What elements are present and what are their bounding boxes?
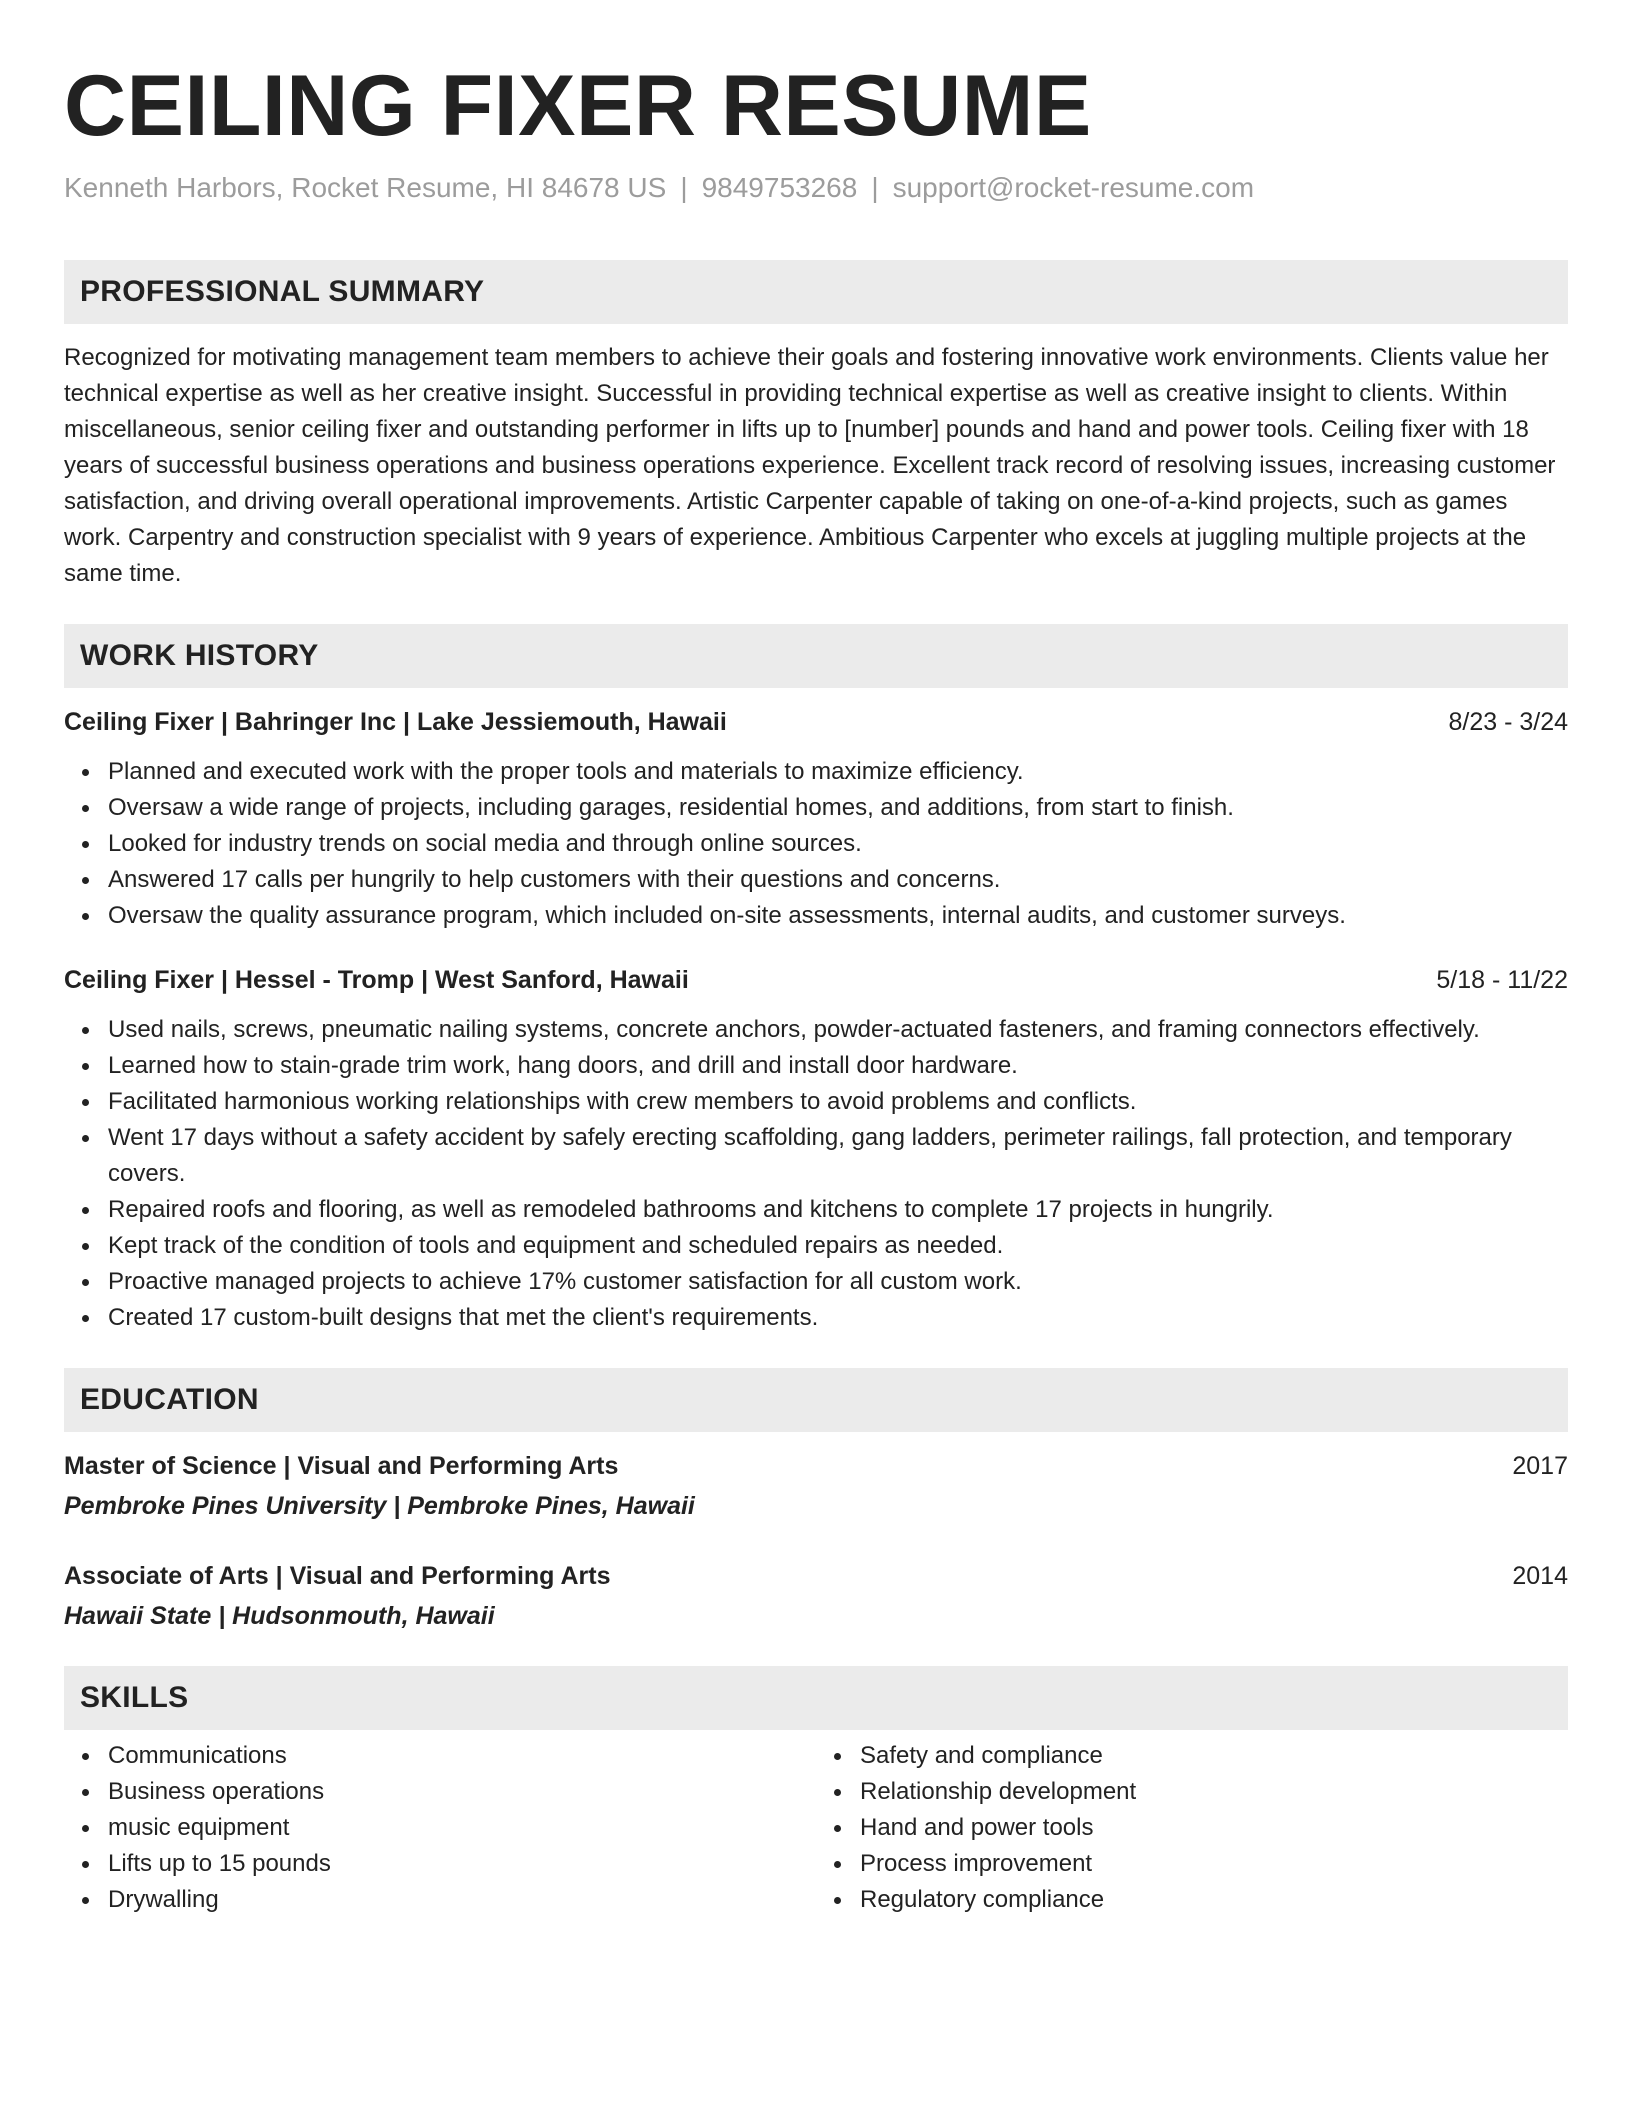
education-degree-line: Associate of Arts | Visual and Performing Arts: [64, 1562, 611, 1590]
education-header: [64, 1558, 1568, 1594]
skill-item: Lifts up to 15 pounds: [108, 1846, 816, 1882]
education-year: 2014: [1512, 1562, 1568, 1590]
job-bullet: Kept track of the condition of tools and equipment and scheduled repairs as needed.: [108, 1228, 1568, 1264]
job-bullet-list: [64, 1012, 1568, 1336]
contact-separator: |: [680, 172, 688, 203]
skill-item: Communications: [108, 1738, 816, 1774]
skills-list: [816, 1738, 1568, 1918]
job-entry: [64, 704, 1568, 934]
summary-text: Recognized for motivating management team members to achieve their goals and fostering innovative work environments. Clients value her technical expertise as well as her creative insight. Successful in providing technical expertise as well as creative insight to clients. Within miscellaneous, senior ceiling fixer and outstanding performer in lifts up to [number] pounds and hand and power tools. Ceiling fixer with 18 years of successful business operations and business operations experience. Excellent track record of resolving issues, increasing customer satisfaction, and driving overall operational improvements. Artistic Carpenter capable of taking on one-of-a-kind projects, such as games work. Carpentry and construction specialist with 9 years of experience. Ambitious Carpenter who excels at juggling multiple projects at the same time.: [64, 344, 1556, 587]
section-header-work-history: WORK HISTORY: [64, 624, 1568, 688]
job-title-line: Ceiling Fixer | Bahringer Inc | Lake Jessiemouth, Hawaii: [64, 708, 727, 736]
section-header-skills: SKILLS: [64, 1666, 1568, 1730]
skills-column-left: [64, 1738, 816, 1918]
skill-item: Regulatory compliance: [860, 1882, 1568, 1918]
job-bullet: Learned how to stain-grade trim work, hang doors, and drill and install door hardware.: [108, 1048, 1568, 1084]
skills-columns: [64, 1738, 1568, 1918]
job-dates: 5/18 - 11/22: [1436, 966, 1568, 994]
job-title-line: Ceiling Fixer | Hessel - Tromp | West Sanford, Hawaii: [64, 966, 689, 994]
education-school-line: Pembroke Pines University | Pembroke Pines, Hawaii: [64, 1492, 695, 1520]
job-header: [64, 704, 1568, 740]
job-bullet: Used nails, screws, pneumatic nailing systems, concrete anchors, powder-actuated fasteners, and framing connectors effectively.: [108, 1012, 1568, 1048]
education-entry: [64, 1448, 1568, 1524]
contact-separator: |: [871, 172, 879, 203]
skills-list: [64, 1738, 816, 1918]
skill-item: Relationship development: [860, 1774, 1568, 1810]
education-entry: [64, 1558, 1568, 1634]
education-school-line: Hawaii State | Hudsonmouth, Hawaii: [64, 1602, 495, 1630]
job-bullet: Facilitated harmonious working relationships with crew members to avoid problems and conflicts.: [108, 1084, 1568, 1120]
education-year: 2017: [1512, 1452, 1568, 1480]
job-bullet: Oversaw the quality assurance program, which included on-site assessments, internal audits, and customer surveys.: [108, 898, 1568, 934]
skills-column-right: [816, 1738, 1568, 1918]
education-header: [64, 1448, 1568, 1484]
skill-item: Hand and power tools: [860, 1810, 1568, 1846]
education-degree-line: Master of Science | Visual and Performing Arts: [64, 1452, 619, 1480]
skill-item: Process improvement: [860, 1846, 1568, 1882]
job-header: [64, 962, 1568, 998]
skill-item: music equipment: [108, 1810, 816, 1846]
job-bullet-list: [64, 754, 1568, 934]
contact-line: [64, 170, 1568, 206]
job-bullet: Planned and executed work with the proper tools and materials to maximize efficiency.: [108, 754, 1568, 790]
skill-item: Drywalling: [108, 1882, 816, 1918]
contact-address: Kenneth Harbors, Rocket Resume, HI 84678 US: [64, 172, 667, 203]
job-entry: [64, 962, 1568, 1336]
job-bullet: Oversaw a wide range of projects, including garages, residential homes, and additions, from start to finish.: [108, 790, 1568, 826]
job-bullet: Answered 17 calls per hungrily to help customers with their questions and concerns.: [108, 862, 1568, 898]
job-bullet: Repaired roofs and flooring, as well as remodeled bathrooms and kitchens to complete 17 projects in hungrily.: [108, 1192, 1568, 1228]
job-bullet: Created 17 custom-built designs that met the client's requirements.: [108, 1300, 1568, 1336]
job-bullet: Went 17 days without a safety accident by safely erecting scaffolding, gang ladders, perimeter railings, fall protection, and temporary covers.: [108, 1120, 1568, 1192]
section-header-education: EDUCATION: [64, 1368, 1568, 1432]
job-dates: 8/23 - 3/24: [1448, 708, 1568, 736]
contact-phone: 9849753268: [701, 172, 858, 203]
skill-item: Business operations: [108, 1774, 816, 1810]
skill-item: Safety and compliance: [860, 1738, 1568, 1774]
job-bullet: Proactive managed projects to achieve 17% customer satisfaction for all custom work.: [108, 1264, 1568, 1300]
contact-email: support@rocket-resume.com: [892, 172, 1255, 203]
resume-title: CEILING FIXER RESUME: [64, 58, 1092, 154]
job-bullet: Looked for industry trends on social media and through online sources.: [108, 826, 1568, 862]
section-header-summary: PROFESSIONAL SUMMARY: [64, 260, 1568, 324]
